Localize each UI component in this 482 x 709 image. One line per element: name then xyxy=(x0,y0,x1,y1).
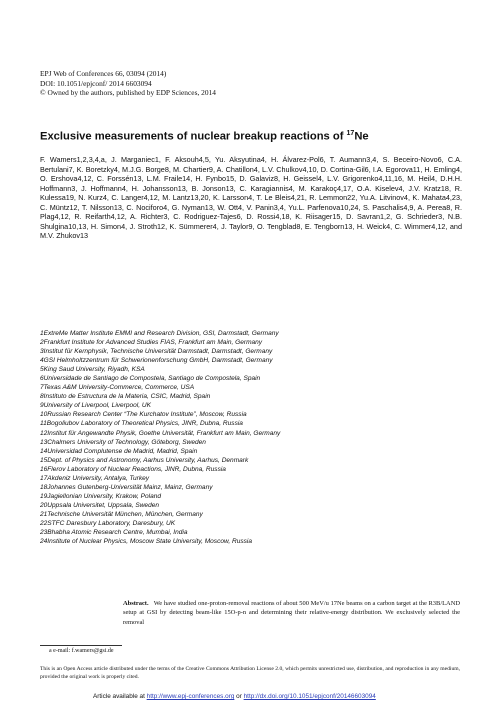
affiliation: 19Jagiellonian University, Krakow, Poland xyxy=(40,492,162,500)
article-availability xyxy=(93,693,453,700)
article-prefix: Article available at xyxy=(93,693,147,700)
footnote-divider xyxy=(40,645,122,646)
affiliation: 6Universidade de Santiago de Compostela, Santiago de Compostela, Spain xyxy=(40,375,261,383)
affiliation: 2Frankfurt Institute for Advanced Studies FIAS, Frankfurt am Main, Germany xyxy=(40,339,263,347)
paper-title xyxy=(40,130,460,143)
affiliation: 3Institut für Kernphysik, Technische Universität Darmstadt, Darmstadt, Germany xyxy=(40,348,273,356)
copyright-line: © Owned by the authors, published by EDP Sciences, 2014 xyxy=(40,88,216,98)
affiliation: 1ExtreMe Matter Institute EMMI and Research Division, GSI, Darmstadt, Germany xyxy=(40,330,279,337)
affiliation: 14Universidad Complutense de Madrid, Madrid, Spain xyxy=(40,447,198,455)
affiliation: 10Russian Research Center “The Kurchatov Institute”, Moscow, Russia xyxy=(40,411,247,419)
abstract-label: Abstract. xyxy=(123,600,149,607)
title-tail: Ne xyxy=(354,130,369,143)
license-notice: This is an Open Access article distributed under the terms of the Creative Commons Attribution License 2.0, which permits unrestricted use, distribution, and reproduction in any medium, provided the original work is properly cited. xyxy=(40,666,460,680)
affiliation-list xyxy=(40,329,465,546)
affiliation: 11Bogoliubov Laboratory of Theoretical Physics, JINR, Dubna, Russia xyxy=(40,420,243,428)
author-list: F. Wamers1,2,3,4,a, J. Marganiec1, F. Aksouh4,5, Yu. Aksyutina4, H. Álvarez-Pol6, T. Aumann3,4, S. Beceiro-Novo6, C.A. Bertulani7, K. Boretzky4, M.J.G. Borge8, M. Chartier9, A. Chatillon4, L.V. Chulkov4,10, D. Cortina-Gil6, I.A. Egorova11, H. Emling4, O. Ershova4,12, C. Forssén13, L.M. Fraile14, H. Fynbo15, D. Galaviz8, H. Geissel4, L.V. Grigorenko4,11,16, M. Heil4, D.H.H. Hoffmann3, J. Hoffmann4, H. Johansson13, B. Jonson13, C. Karagiannis4, M. Karakoç4,17, O.A. Kiselev4, J.V. Kratz18, R. Kulessa19, N. Kurz4, C. Langer4,12, M. Lantz13,20, K. Larsson4, T. Le Bleis4,21, R. Lemmon22, Yu.A. Litvinov4, K. Mahata4,23, C. Müntz12, T. Nilsson13, C. Nociforo4, G. Nyman13, W. Ott4, V. Panin3,4, Yu.L. Parfenova10,24, S. Paschalis4,9, A. Perea8, R. Plag4,12, R. Reifarth4,12, A. Richter3, C. Rodriguez-Tajes6, D. Rossi4,18, K. Riisager15, D. Savran1,2, G. Schrieder3, N.B. Shulgina10,13, H. Simon4, J. Stroth12, K. Sümmerer4, J. Taylor9, O. Tengblad8, E. Tengborn13, H. Weick4, C. Wimmer4,12, and M.V. Zhukov13 xyxy=(40,155,462,241)
affiliation: 17Akdeniz University, Antalya, Turkey xyxy=(40,474,150,482)
affiliation: 21Technische Universität München, München, Germany xyxy=(40,510,203,518)
title-text: Exclusive measurements of nuclear breakup reactions of xyxy=(40,130,347,143)
affiliation: 9University of Liverpool, Liverpool, UK xyxy=(40,402,151,410)
affiliation: 7Texas A&M University-Commerce, Commerce, USA xyxy=(40,384,195,392)
abstract-text: We have studied one-proton-removal reactions of about 500 MeV/u 17Ne beams on a carbon target at the R3B/LAND setup at GSI by detecting beam-like 15O-p-n and determining their relative-energy distribution. We exclusively selected the removal xyxy=(123,600,460,626)
affiliation: 23Bhabha Atomic Research Centre, Mumbai, India xyxy=(40,529,188,537)
affiliation: 20Uppsala Universitet, Uppsala, Sweden xyxy=(40,501,160,509)
article-or: or xyxy=(234,693,244,700)
affiliation: 24Institute of Nuclear Physics, Moscow State University, Moscow, Russia xyxy=(40,538,253,546)
affiliation: 8Instituto de Estructura de la Materia, CSIC, Madrid, Spain xyxy=(40,393,211,401)
journal-citation: EPJ Web of Conferences 66, 03094 (2014) xyxy=(40,69,167,78)
affiliation: 13Chalmers University of Technology, Göteborg, Sweden xyxy=(40,438,206,446)
journal-header xyxy=(40,69,216,98)
abstract xyxy=(123,599,460,627)
doi-line: DOI: 10.1051/epjconf/ 2014 6603094 xyxy=(40,78,152,88)
affiliation: 4GSI Helmholtzzentrum für Schwerionenforschung GmbH, Darmstadt, Germany xyxy=(40,357,273,365)
footnote-email: a e-mail: f.wamers@gsi.de xyxy=(49,648,114,654)
affiliation: 18Johannes Gutenberg-Universität Mainz, Mainz, Germany xyxy=(40,483,213,491)
affiliation: 12Institut für Angewandte Physik, Goethe Universität, Frankfurt am Main, Germany xyxy=(40,429,281,437)
epj-conferences-link[interactable]: http://www.epj-conferences.org xyxy=(146,693,235,700)
title-superscript: 17 xyxy=(346,130,355,137)
affiliation: 5King Saud University, Riyadh, KSA xyxy=(40,366,145,374)
affiliation: 22STFC Daresbury Laboratory, Daresbury, UK xyxy=(40,519,176,527)
affiliation: 15Dept. of Physics and Astronomy, Aarhus University, Aarhus, Denmark xyxy=(40,456,249,464)
affiliation: 16Flerov Laboratory of Nuclear Reactions, JINR, Dubna, Russia xyxy=(40,465,226,473)
doi-link[interactable]: http://dx.doi.org/10.1051/epjconf/20146603094 xyxy=(243,693,376,700)
